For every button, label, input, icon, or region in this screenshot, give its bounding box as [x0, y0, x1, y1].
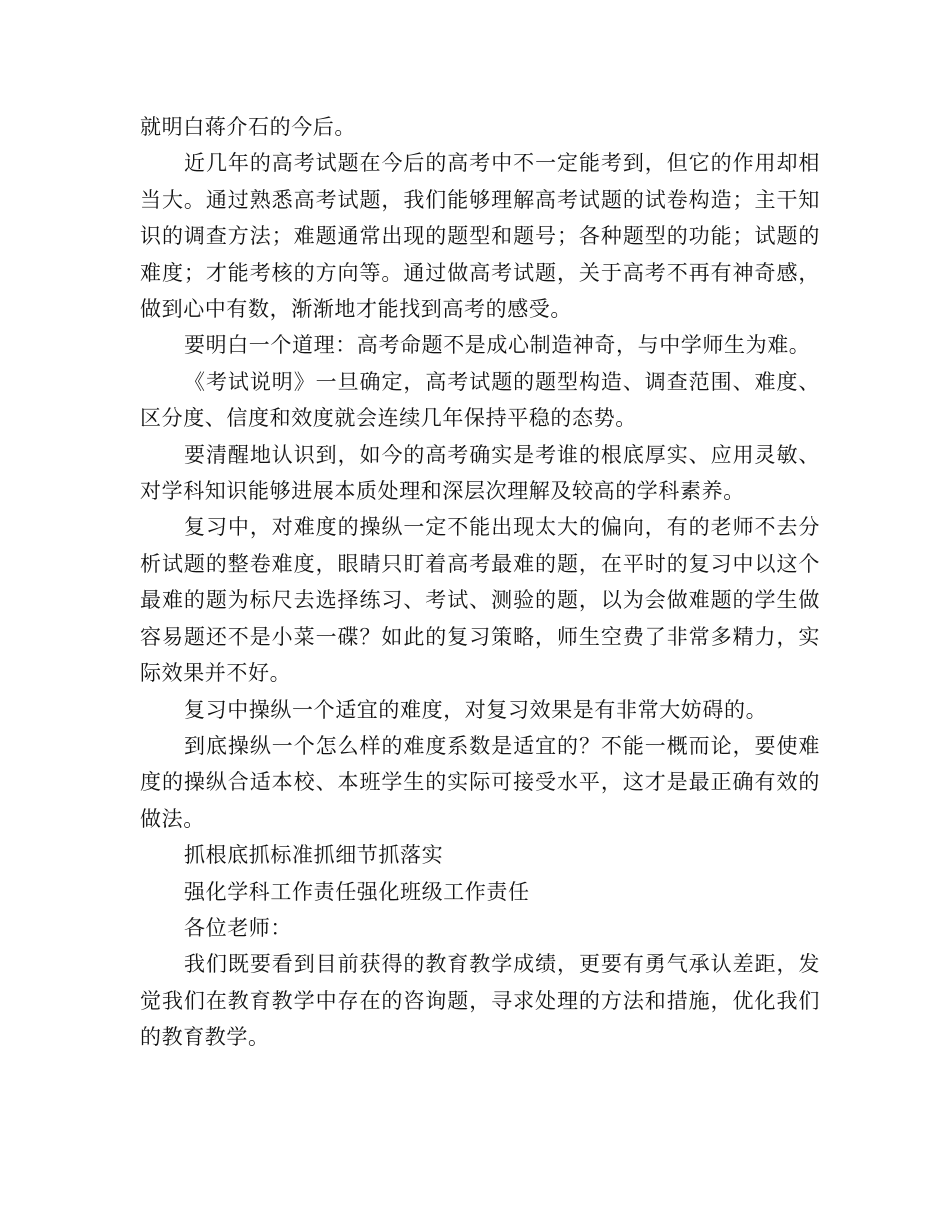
paragraph-awareness: 要清醒地认识到，如今的高考确实是考谁的根底厚实、应用灵敏、对学科知识能够进展本质处理和深层次理解及较高的学科素养。: [140, 442, 820, 504]
paragraph-difficulty-control: 复习中，对难度的操纵一定不能出现太大的偏向，有的老师不去分析试题的整卷难度，眼睛只盯着高考最难的题，在平时的复习中以这个最难的题为标尺去选择练习、考试、测验的题，以为会做难题的学生做容易题还不是小菜一碟？如此的复习策略，师生空费了非常多精力，实际效果并不好。: [140, 515, 820, 686]
paragraph-exam-value: 近几年的高考试题在今后的高考中不一定能考到，但它的作用却相当大。通过熟悉高考试题，我们能够理解高考试题的试卷构造；主干知识的调查方法；难题通常出现的题型和题号；各种题型的功能；试题的难度；才能考核的方向等。通过做高考试题，关于高考不再有神奇感，做到心中有数，渐渐地才能找到高考的感受。: [140, 151, 820, 322]
document-body: [140, 109, 820, 1056]
paragraph-closing: 我们既要看到目前获得的教育教学成绩，更要有勇气承认差距，发觉我们在教育教学中存在的咨询题，寻求处理的方法和措施，优化我们的教育教学。: [140, 952, 820, 1050]
paragraph-difficulty-coefficient: 到底操纵一个怎么样的难度系数是适宜的？不能一概而论，要使难度的操纵合适本校、本班学生的实际可接受水平，这才是最正确有效的做法。: [140, 733, 820, 831]
paragraph-slogan-basics: 抓根底抓标准抓细节抓落实: [184, 843, 444, 868]
paragraph-suitable-difficulty: 复习中操纵一个适宜的难度，对复习效果是有非常大妨碍的。: [184, 697, 768, 722]
paragraph-exam-guide: 《考试说明》一旦确定，高考试题的题型构造、调查范围、难度、区分度、信度和效度就会连续几年保持平稳的态势。: [140, 369, 820, 431]
paragraph-slogan-responsibility: 强化学科工作责任强化班级工作责任: [184, 879, 530, 904]
paragraph-principle: 要明白一个道理：高考命题不是成心制造神奇，与中学师生为难。: [184, 333, 811, 358]
paragraph-continuation: 就明白蒋介石的今后。: [140, 115, 356, 139]
paragraph-salutation: 各位老师：: [184, 915, 292, 940]
